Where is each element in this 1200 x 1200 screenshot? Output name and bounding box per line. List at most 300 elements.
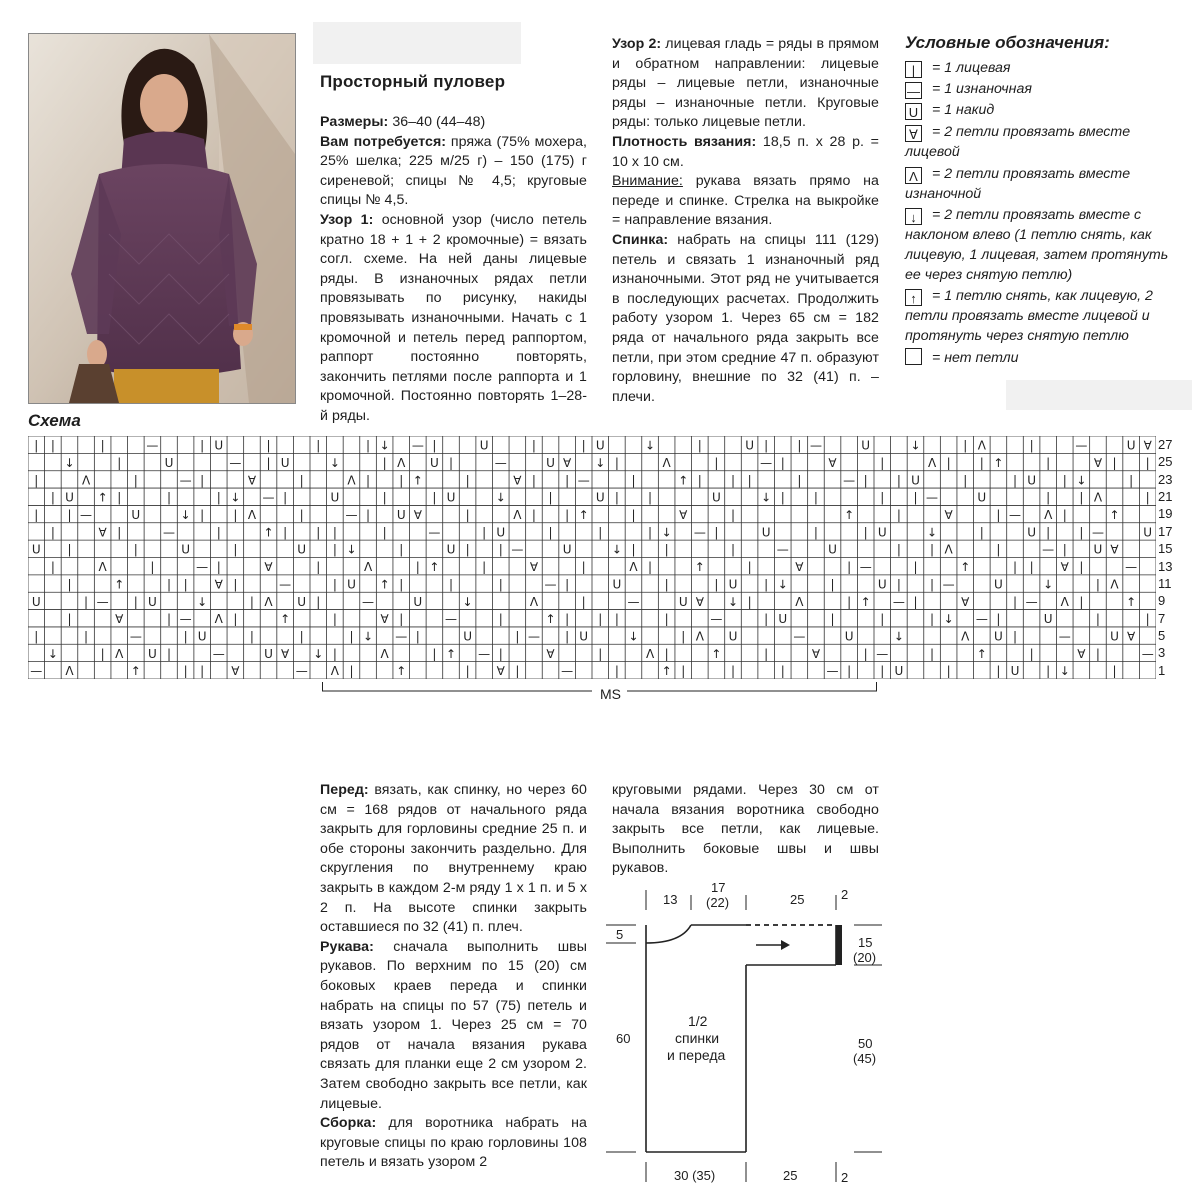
chart-cell-symbol: — (196, 560, 209, 575)
chart-cell-symbol: | (50, 525, 55, 540)
chart-cell-symbol: | (498, 577, 503, 592)
chart-cell-symbol: | (216, 560, 221, 575)
chart-cell-symbol: ↑ (97, 490, 108, 505)
chart-cell-symbol: U (994, 629, 1003, 644)
chart-cell-symbol: ↑ (429, 560, 440, 575)
chart-cell-symbol: | (1029, 438, 1034, 453)
chart-cell-symbol: | (34, 438, 39, 453)
chart-cell-symbol: | (382, 455, 387, 470)
chart-cell-symbol: Λ (81, 473, 91, 488)
chart-cell-symbol: U (264, 646, 273, 661)
chart-cell-symbol: | (979, 525, 984, 540)
chart-cell-symbol: ↓ (777, 577, 788, 592)
chart-cell-symbol: | (366, 507, 371, 522)
chart-cell-symbol: | (200, 473, 205, 488)
chart-cell-symbol: Λ (695, 629, 704, 644)
page-title: Просторный пуловер (320, 72, 506, 91)
chart-cell-symbol: | (714, 525, 719, 540)
chart-cell-symbol: | (565, 473, 570, 488)
chart-cell-symbol: Λ (977, 438, 986, 453)
chart-cell-symbol: Λ (330, 664, 339, 679)
chart-cell-symbol: | (730, 507, 736, 522)
chart-cell-symbol: | (233, 577, 238, 592)
back-paragraph: Спинка: набрать на спицы 111 (129) петель и связать 1 изнаночный ряд изнаночными. Этот ряд не учитывается в последующих расчетах. Продолжить работу узором 1. Через 65 см = 182 ряда от начального ряда закрыть все петли, при этом средние 47 п. образуют горловину, внешние по 32 (41) п. – плечи. (612, 231, 879, 405)
chart-cell-symbol: | (930, 646, 935, 661)
chart-cell-symbol: | (614, 490, 619, 505)
chart-cell-symbol: | (565, 577, 570, 592)
chart-cell-symbol: | (863, 646, 868, 661)
chart-cell-symbol: ↓ (661, 525, 672, 540)
purl-symbol-icon: — (907, 84, 920, 99)
chart-cell-symbol: | (863, 473, 868, 488)
chart-cell-symbol: U (131, 507, 141, 522)
chart-cell-symbol: | (863, 525, 868, 540)
chart-cell-symbol: ∀ (264, 560, 273, 575)
chart-cell-symbol: ↓ (495, 490, 506, 505)
chart-cell-symbol: | (681, 629, 686, 644)
chart-cell-symbol: ∀ (513, 473, 522, 488)
row-number: 3 (1158, 645, 1166, 661)
chart-cell-symbol: | (332, 646, 337, 661)
chart-cell-symbol: ∀ (231, 664, 240, 679)
dim-17: 17 (711, 880, 726, 895)
chart-cell-symbol: — (511, 542, 524, 557)
chart-cell-symbol: | (399, 542, 404, 557)
chart-cell-symbol: — (262, 490, 275, 505)
chart-cell-symbol: | (183, 629, 188, 644)
chart-cell-symbol: — (1058, 629, 1071, 644)
chart-cell-symbol: ∀ (811, 646, 821, 661)
chart-cell-symbol: | (366, 438, 371, 453)
chart-cell-symbol: | (1145, 455, 1150, 470)
model-image (29, 34, 295, 403)
chart-cell-symbol: | (166, 577, 172, 592)
chart-cell-symbol: U (197, 629, 207, 644)
chart-cell-symbol: | (515, 664, 520, 679)
chart-cell-symbol: | (299, 507, 304, 522)
chart-cell-symbol: | (415, 629, 420, 644)
chart-cell-symbol: — (809, 438, 822, 453)
chart-cell-symbol: | (498, 646, 503, 661)
chart-cell-symbol: | (34, 507, 39, 522)
chart-cell-symbol: ↑ (661, 664, 672, 679)
chart-cell-symbol: U (828, 542, 837, 557)
knit-symbol-icon: | (905, 61, 922, 78)
chart-cell-symbol: — (362, 594, 375, 609)
chart-cell-symbol: | (1112, 664, 1117, 679)
chart-cell-symbol: | (913, 594, 918, 609)
chart-cell-symbol: | (813, 525, 818, 540)
chart-cell-symbol: | (316, 525, 321, 540)
chart-cell-symbol: | (465, 542, 470, 557)
chart-cell-symbol: ↓ (363, 629, 374, 644)
chart-cell-symbol: | (117, 455, 122, 470)
chart-cell-symbol: U (1043, 612, 1053, 627)
chart-cell-symbol: ↑ (993, 455, 1004, 470)
chart-cell-symbol: ↑ (976, 646, 987, 661)
chart-cell-symbol: — (395, 629, 408, 644)
chart-cell-symbol: Λ (347, 473, 356, 488)
chart-cell-symbol: | (1029, 560, 1034, 575)
schema-title: Схема (28, 411, 81, 430)
chart-cell-symbol: | (1062, 507, 1067, 522)
chart-cell-symbol: | (896, 577, 901, 592)
chart-cell-symbol: U (297, 542, 307, 557)
chart-cell-symbol: | (1046, 455, 1051, 470)
schematic-label-2: спинки (675, 1030, 720, 1046)
legend-item-yarnover: U = 1 накид (905, 100, 1175, 120)
chart-cell-symbol: U (446, 542, 456, 557)
chart-cell-symbol: ↑ (960, 560, 971, 575)
chart-cell-symbol: ∀ (115, 612, 124, 627)
chart-cell-symbol: | (631, 542, 636, 557)
chart-cell-symbol: | (913, 560, 918, 575)
chart-cell-symbol: ↓ (1043, 577, 1054, 592)
chart-cell-symbol: — (577, 473, 590, 488)
chart-cell-symbol: | (598, 525, 603, 540)
chart-cell-symbol: | (664, 542, 669, 557)
chart-cell-symbol: ↓ (611, 542, 622, 557)
chart-cell-symbol: | (648, 560, 653, 575)
row-number: 5 (1158, 627, 1166, 643)
chart-cell-symbol: U (1126, 438, 1136, 453)
chart-cell-symbol: | (548, 525, 553, 540)
chart-cell-symbol: | (67, 577, 72, 592)
chart-cell-symbol: ↓ (727, 594, 739, 609)
chart-cell-symbol: Λ (98, 560, 107, 575)
chart-cell-symbol: — (146, 438, 159, 453)
chart-cell-symbol: Λ (1110, 577, 1119, 592)
chart-cell-symbol: U (446, 490, 456, 505)
chart-cell-symbol: ↑ (860, 594, 871, 609)
chart-cell-symbol: | (565, 507, 570, 522)
chart-cell-symbol: — (760, 455, 773, 470)
chart-cell-symbol: | (133, 542, 138, 557)
chart-cell-symbol: | (847, 594, 852, 609)
chart-cell-symbol: | (233, 507, 238, 522)
chart-cell-symbol: | (498, 542, 503, 557)
chart-cell-symbol: — (96, 594, 109, 609)
chart-cell-symbol: U (330, 490, 340, 505)
chart-cell-symbol: Λ (927, 455, 937, 470)
chart-cell-symbol: ∀ (1143, 438, 1152, 453)
chart-cell-symbol: | (432, 646, 437, 661)
chart-cell-symbol: U (430, 455, 439, 470)
chart-cell-symbol: Λ (1044, 507, 1053, 522)
chart-cell-symbol: — (876, 646, 889, 661)
legend-item-ssk: ↓ = 2 петли провязать вместе с наклоном влево (1 петлю снять, как лицевую, 1 лицевая, затем протянуть ее через снятую петлю) (905, 207, 1169, 283)
chart-cell-symbol: | (797, 473, 802, 488)
row-number: 1 (1158, 662, 1166, 678)
chart-cell-symbol: U (778, 612, 788, 627)
chart-cell-symbol: ↑ (678, 473, 689, 488)
row-number: 27 (1158, 437, 1173, 452)
legend-item-k2tog: ∀ = 2 петли провязать вместе лицевой (905, 124, 1131, 160)
chart-cell-symbol: U (911, 473, 920, 488)
chart-cell-symbol: | (200, 438, 205, 453)
dim-22: (22) (706, 895, 730, 910)
chart-cell-symbol: | (996, 542, 1001, 557)
chart-cell-symbol: — (229, 455, 242, 470)
chart-cell-symbol: ∀ (1060, 560, 1069, 575)
chart-cell-symbol: ∀ (1110, 542, 1119, 557)
chart-cell-symbol: Λ (662, 455, 671, 470)
chart-cell-symbol: U (413, 594, 423, 609)
chart-cell-symbol: ↓ (180, 507, 191, 522)
chart-cell-symbol: | (1046, 525, 1051, 540)
chart-cell-symbol: | (963, 438, 968, 453)
chart-cell-symbol: | (1062, 542, 1067, 557)
chart-cell-symbol: | (399, 612, 404, 627)
chart-cell-symbol: ↓ (462, 594, 473, 609)
row-number: 21 (1158, 489, 1173, 505)
chart-cell-symbol: — (411, 438, 424, 453)
chart-cell-symbol: | (847, 664, 852, 679)
chart-cell-symbol: | (1012, 629, 1018, 644)
chart-cell-symbol: | (166, 612, 172, 627)
chart-cell-symbol: Λ (629, 560, 638, 575)
chart-cell-symbol: Λ (795, 594, 804, 609)
chart-cell-symbol: ∀ (795, 560, 804, 575)
chart-cell-symbol: | (979, 455, 984, 470)
chart-cell-symbol: U (595, 438, 605, 453)
chart-cell-symbol: U (994, 577, 1003, 592)
chart-cell-symbol: | (448, 577, 454, 592)
chart-cell-symbol: | (283, 490, 288, 505)
chart-cell-symbol: | (50, 490, 55, 505)
chart-cell-symbol: U (181, 542, 190, 557)
chart-cell-symbol: ∀ (380, 612, 389, 627)
chart-cell-symbol: ↓ (910, 438, 921, 453)
chart-cell-symbol: | (747, 473, 752, 488)
chart-cell-symbol: | (730, 664, 736, 679)
chart-cell-symbol: | (465, 664, 470, 679)
chart-cell-symbol: | (764, 612, 769, 627)
chart-cell-symbol: ↓ (313, 646, 324, 661)
chart-cell-symbol: — (494, 455, 507, 470)
chart-cell-symbol: — (163, 525, 175, 540)
chart-cell-symbol: | (1145, 612, 1150, 627)
chart-cell-symbol: Λ (645, 646, 655, 661)
no-stitch-symbol-icon (905, 348, 922, 365)
row-number: 15 (1158, 541, 1173, 557)
chart-cell-symbol: | (1062, 473, 1067, 488)
chart-cell-symbol: Λ (513, 507, 522, 522)
chart-cell-symbol: | (631, 473, 636, 488)
chart-cell-symbol: | (233, 612, 238, 627)
chart-cell-symbol: | (382, 525, 387, 540)
chart-cell-symbol: ↑ (694, 560, 705, 575)
chart-cell-symbol: | (366, 473, 371, 488)
chart-cell-symbol: U (562, 542, 572, 557)
chart-cell-symbol: | (780, 455, 785, 470)
chart-cell-symbol: — (1125, 560, 1138, 575)
chart-cell-symbol: | (664, 577, 669, 592)
chart-cell-symbol: ∀ (695, 594, 704, 609)
dim-2-bottom: 2 (841, 1170, 849, 1185)
chart-cell-symbol: — (544, 577, 557, 592)
chart-cell-symbol: | (399, 577, 404, 592)
chart-cell-symbol: | (996, 664, 1001, 679)
chart-cell-symbol: U (297, 594, 307, 609)
chart-cell-symbol: | (598, 646, 603, 661)
chart-cell-symbol: | (896, 473, 901, 488)
chart-cell-symbol: U (1010, 664, 1020, 679)
chart-cell-symbol: Λ (1093, 490, 1103, 505)
chart-cell-symbol: ↓ (47, 646, 58, 661)
chart-cell-symbol: — (212, 646, 225, 661)
chart-cell-symbol: | (631, 507, 636, 522)
sizes-paragraph: Размеры: 36–40 (44–48) (320, 114, 486, 130)
chart-cell-symbol: | (249, 629, 254, 644)
chart-cell-symbol: | (880, 612, 885, 627)
chart-cell-symbol: Λ (529, 594, 539, 609)
chart-cell-symbol: | (266, 438, 271, 453)
ms-label: MS (600, 686, 621, 702)
chart-cell-symbol: | (714, 455, 719, 470)
k2tog-symbol-icon: ∀ (905, 125, 922, 142)
chart-cell-symbol: | (930, 612, 935, 627)
chart-cell-symbol: | (332, 542, 337, 557)
chart-cell-symbol: | (946, 455, 951, 470)
chart-cell-symbol: | (283, 525, 288, 540)
dim-5: 5 (616, 927, 624, 942)
chart-cell-symbol: ∀ (247, 473, 257, 488)
chart-cell-symbol: ↑ (280, 612, 291, 627)
chart-cell-symbol: | (664, 612, 669, 627)
chart-cell-symbol: — (975, 612, 988, 627)
chart-cell-symbol: — (859, 560, 872, 575)
schematic-label-1: 1/2 (688, 1013, 708, 1029)
chart-cell-symbol: | (266, 455, 271, 470)
chart-cell-symbol: ↓ (64, 455, 75, 470)
chart-cell-symbol: | (747, 594, 752, 609)
chart-cell-symbol: U (31, 594, 41, 609)
chart-tab (1006, 380, 1192, 410)
chart-cell-symbol: | (764, 646, 769, 661)
chart-cell-symbol: | (166, 646, 172, 661)
chart-cell-symbol: ∀ (961, 594, 970, 609)
chart-cell-symbol: ↑ (130, 664, 141, 679)
chart-cell-symbol: | (830, 577, 835, 592)
chart-cell-symbol: | (1129, 473, 1134, 488)
chart-cell-symbol: — (1091, 525, 1104, 540)
chart-cell-symbol: | (880, 455, 885, 470)
chart-cell-symbol: ↑ (1126, 594, 1137, 609)
chart-cell-symbol: | (797, 438, 802, 453)
row-number: 25 (1158, 454, 1173, 470)
chart-cell-symbol: — (1009, 507, 1021, 522)
chart-cell-symbol: | (117, 525, 122, 540)
chart-cell-symbol: ∀ (98, 525, 107, 540)
chart-cell-symbol: | (200, 664, 205, 679)
chart-cell-symbol: | (1079, 560, 1084, 575)
chart-cell-symbol: | (299, 473, 304, 488)
chart-cell-symbol: | (67, 542, 72, 557)
chart-cell-symbol: | (614, 612, 619, 627)
chart-cell-symbol: | (84, 594, 89, 609)
chart-cell-symbol: | (117, 490, 122, 505)
chart-cell-symbol: — (345, 507, 358, 522)
chart-cell-symbol: U (1093, 542, 1103, 557)
chart-cell-symbol: | (498, 612, 503, 627)
column-1 (320, 113, 587, 427)
chart-cell-symbol: ↑ (844, 507, 855, 522)
chart-cell-symbol: | (1012, 473, 1018, 488)
chart-cell-symbol: ↑ (263, 525, 274, 540)
chart-cell-symbol: | (67, 612, 72, 627)
chart-cell-symbol: ∀ (1093, 455, 1103, 470)
chart-cell-symbol: | (316, 594, 321, 609)
chart-cell-symbol: | (465, 507, 470, 522)
chart-cell-symbol: | (664, 646, 669, 661)
row-number: 7 (1158, 610, 1166, 626)
chart-cell-symbol: | (1112, 455, 1117, 470)
sk2p-symbol-icon: ↑ (905, 289, 922, 306)
chart-cell-symbol: | (930, 577, 935, 592)
schematic-label-3: и переда (667, 1047, 726, 1063)
chart-cell-symbol: ∀ (563, 455, 572, 470)
chart-cell-symbol: ↑ (578, 507, 589, 522)
chart-cell-symbol: ∀ (944, 507, 953, 522)
chart-cell-symbol: | (50, 438, 55, 453)
chart-cell-symbol: U (861, 438, 871, 453)
chart-cell-symbol: ↓ (329, 455, 340, 470)
dim-30: 30 (35) (674, 1168, 716, 1183)
chart-cell-symbol: | (780, 490, 785, 505)
chart-cell-symbol: U (728, 577, 738, 592)
chart-cell-symbol: | (166, 490, 172, 505)
chart-cell-symbol: | (813, 490, 818, 505)
chart-cell-symbol: ↓ (346, 542, 357, 557)
chart-cell-symbol: — (942, 577, 955, 592)
chart-cell-symbol: U (214, 438, 224, 453)
chart-cell-symbol: | (299, 629, 304, 644)
chart-cell-symbol: — (561, 664, 574, 679)
chart-cell-symbol: ↑ (711, 646, 722, 661)
chart-cell-symbol: | (996, 612, 1001, 627)
chart-cell-symbol: ↑ (1109, 507, 1120, 522)
chart-cell-symbol: | (930, 542, 935, 557)
chart-cell-symbol: Λ (397, 455, 406, 470)
chart-cell-symbol: | (1046, 664, 1051, 679)
chart-cell-symbol: | (1095, 577, 1100, 592)
chart-cell-symbol: U (65, 490, 74, 505)
chart-cell-symbol: | (482, 525, 487, 540)
chart-cell-symbol: Λ (264, 594, 273, 609)
legend-item-no-stitch: = нет петли (905, 348, 1175, 368)
chart-cell-symbol: U (595, 490, 605, 505)
chart-cell-symbol: | (531, 438, 536, 453)
chart-cell-symbol: Λ (247, 507, 257, 522)
chart-cell-symbol: | (34, 629, 39, 644)
dim-20: (20) (853, 950, 877, 965)
chart-cell-symbol: | (764, 438, 769, 453)
chart-cell-symbol: | (332, 577, 337, 592)
chart-cell-symbol: | (515, 629, 520, 644)
chart-cell-symbol: | (614, 455, 619, 470)
chart-cell-symbol: — (826, 664, 839, 679)
chart-cell-symbol: U (31, 542, 41, 557)
dim-25-bottom: 25 (783, 1168, 798, 1183)
chart-cell-symbol: U (877, 525, 887, 540)
chart-cell-symbol: Λ (944, 542, 953, 557)
row-number: 11 (1158, 575, 1172, 591)
chart-cell-symbol: U (463, 629, 472, 644)
chart-cell-symbol: ↓ (761, 490, 772, 505)
legend-item-sk2p: ↑ = 1 петлю снять, как лицевую, 2 петли провязать вместе лицевой и протянуть через снятую петлю (905, 288, 1153, 344)
dim-13: 13 (663, 892, 678, 907)
